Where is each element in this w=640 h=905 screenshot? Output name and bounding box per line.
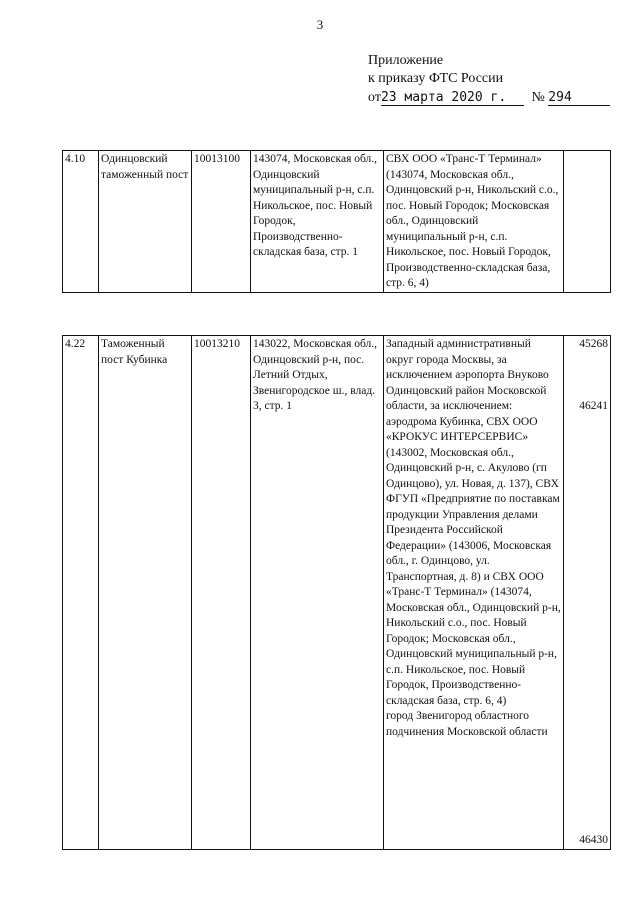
order-date: 23 марта 2020 г. [381,90,524,106]
okato-code [564,151,611,293]
okato-value: 46241 [579,400,608,412]
region-entry: город Звенигород областного подчинения Московской области [386,710,548,738]
row-number: 4.22 [63,336,99,850]
row-number: 4.10 [63,151,99,293]
region-entry: Одинцовский район Московской области, за исключением: аэродрома Кубинка, СВХ ООО «КРОКУС ИНТЕРСЕРВИС» (143002, Московская обл., Одинцовский р-н, с. Акулово (гп Одинцово), ул. Новая, д. 137), СВХ ФГУП «Предприятие по поставкам продукции Управления делами Президента Российской Федерации» (143006, Московская обл., г. Одинцово, ул. Транспортная, д. 8) и СВХ ООО «Транс-Т Терминал» (143074, Московская обл., Одинцовский р-н, Никольский с.о., пос. Новый Городок; Московская обл., Одинцовский муниципальный р-н, с.п. Никольское, пос. Новый Городок, Производственно-складская база, стр. 6, 4) [386,384,561,707]
appendix-title: Приложение [368,53,444,68]
customs-post-address: 143022, Московская обл., Одинцовский р-н, пос. Летний Отдых, Звенигородское ш., влад. 3, стр. 1 [251,336,384,850]
region-of-activity [384,336,564,850]
customs-post-address: 143074, Московская обл., Одинцовский муниципальный р-н, с.п. Никольское, пос. Новый Городок, Производственно-складская база, стр. 1 [251,151,384,293]
okato-value: 46430 [579,834,608,846]
order-ot-label: от [368,90,381,105]
appendix-order-ref: к приказу ФТС России [368,71,504,86]
customs-post-name: Одинцовский таможенный пост [99,151,192,293]
okato-value: 45268 [579,338,608,350]
customs-table-part-1 [62,150,611,293]
customs-table-part-2 [62,335,611,850]
region-entry: Западный административный округ города Москвы, за исключением аэропорта Внуково [386,338,549,381]
appendix-header [368,52,503,88]
table-row [63,151,611,293]
page-number: 3 [316,17,324,32]
customs-post-code: 10013100 [192,151,251,293]
region-of-activity: СВХ ООО «Транс-Т Терминал» (143074, Московская обл., Одинцовский р-н, Никольский с.о., пос. Новый Городок; Московская обл., Одинцовский муниципальный р-н, с.п. Никольское, пос. Новый Городок, Производственно-складская база, стр. 6, 4) [384,151,564,293]
table-row [63,336,611,850]
customs-post-name: Таможенный пост Кубинка [99,336,192,850]
order-number-sign: № [531,90,545,105]
order-date-number [368,90,610,106]
okato-code [564,336,611,850]
order-number: 294 [548,90,610,106]
customs-post-code: 10013210 [192,336,251,850]
